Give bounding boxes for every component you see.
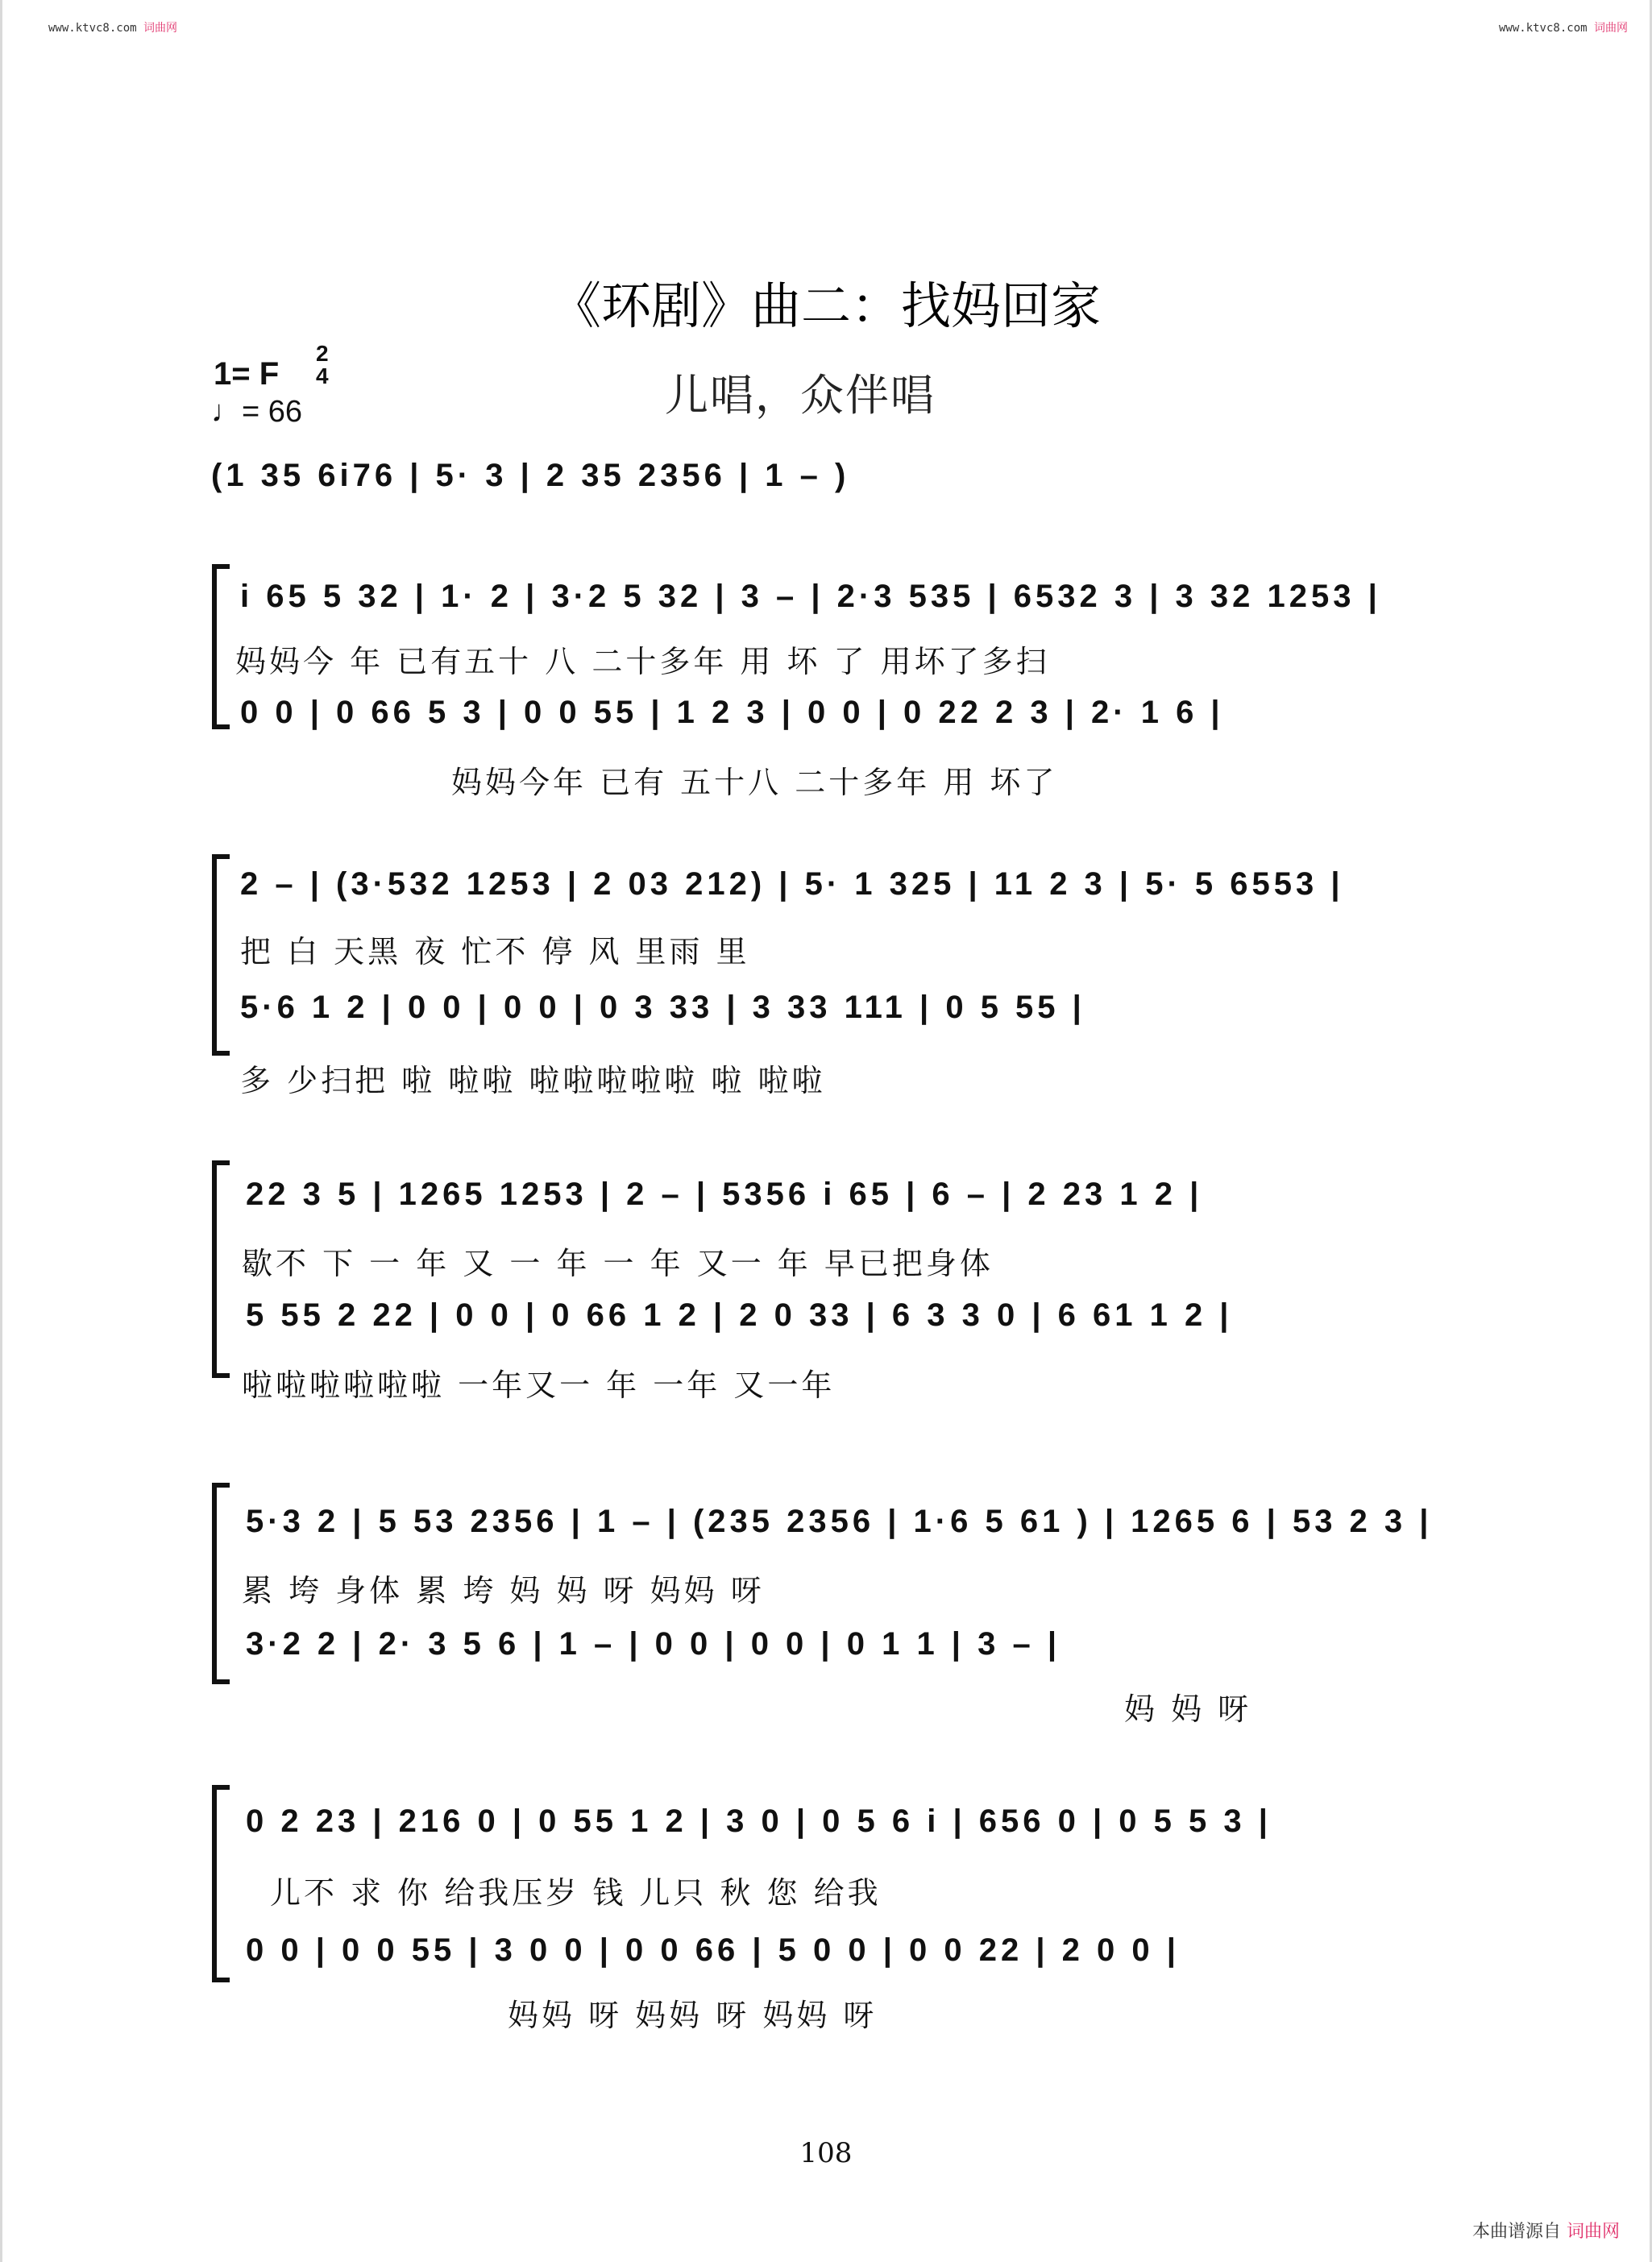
tempo-marking: ♩= 66 — [211, 395, 303, 429]
system-2-brace-top — [212, 854, 230, 859]
system-5-upper-notes: 0 2 23 | 216 0 | 0 55 1 2 | 3 0 | 0 5 6 i | 656 0 | 0 5 5 3 | — [246, 1803, 1272, 1839]
system-1-lower-notes: 0 0 | 0 66 5 3 | 0 0 55 | 1 2 3 | 0 0 | 0 22 2 3 | 2· 1 6 | — [240, 695, 1224, 730]
system-4-brace-bottom — [212, 1679, 230, 1684]
time-sig-bottom: 4 — [316, 363, 329, 388]
system-2-brace-bottom — [212, 1051, 230, 1056]
system-3-brace — [212, 1160, 217, 1378]
system-3-upper-lyrics: 歇不 下 一 年 又 一 年 一 年 又一 年 早已把身体 — [242, 1246, 994, 1281]
page-title: 《环剧》曲二：找妈回家 — [550, 276, 1101, 335]
system-2-upper-notes: 2 – | (3·532 1253 | 2 03 212) | 5· 1 325 | 11 2 3 | 5· 5 6553 | — [240, 866, 1344, 902]
system-5-brace-top — [212, 1785, 230, 1790]
system-5-lower-lyrics: 妈妈 呀 妈妈 呀 妈妈 呀 — [508, 1998, 878, 2033]
system-4-brace-top — [212, 1483, 230, 1488]
system-4-upper-notes: 5·3 2 | 5 53 2356 | 1 – | (235 2356 | 1·6 5 61 ) | 1265 6 | 53 2 3 | — [246, 1504, 1433, 1539]
system-2-lower-lyrics: 多 少扫把 啦 啦啦 啦啦啦啦啦 啦 啦啦 — [240, 1063, 826, 1098]
system-1-brace-bottom — [212, 724, 230, 729]
system-1-brace-top — [212, 564, 230, 569]
system-1-upper-notes: i 65 5 32 | 1· 2 | 3·2 5 32 | 3 – | 2·3 535 | 6532 3 | 3 32 1253 | — [240, 579, 1381, 614]
key-signature: 1= F — [214, 356, 280, 392]
system-3-brace-top — [212, 1160, 230, 1165]
footer-brand-link[interactable]: 词曲网 — [1566, 2222, 1620, 2242]
system-5-brace-bottom — [212, 1978, 230, 1982]
time-signature — [316, 342, 329, 388]
system-3-lower-lyrics: 啦啦啦啦啦啦 一年又一 年 一年 又一年 — [242, 1368, 836, 1403]
system-4-lower-lyrics: 妈 妈 呀 — [1124, 1691, 1252, 1727]
time-sig-top: 2 — [316, 341, 329, 366]
system-4-upper-lyrics: 累 垮 身体 累 垮 妈 妈 呀 妈妈 呀 — [242, 1573, 765, 1608]
page-number: 108 — [799, 2137, 853, 2169]
subtitle: 儿唱，众伴唱 — [665, 370, 936, 421]
header-left — [48, 19, 177, 35]
header-right — [1499, 19, 1628, 35]
system-5-brace — [212, 1785, 217, 1982]
footer-source — [1472, 2218, 1620, 2243]
system-4-lower-notes: 3·2 2 | 2· 3 5 6 | 1 – | 0 0 | 0 0 | 0 1 1 | 3 – | — [246, 1626, 1061, 1662]
header-left-brand: 词曲网 — [143, 22, 178, 35]
system-3-lower-notes: 5 55 2 22 | 0 0 | 0 66 1 2 | 2 0 33 | 6 3 3 0 | 6 61 1 2 | — [246, 1297, 1233, 1333]
system-3-upper-notes: 22 3 5 | 1265 1253 | 2 – | 5356 i 65 | 6 – | 2 23 1 2 | — [246, 1177, 1203, 1212]
system-1-lower-lyrics: 妈妈今年 已有 五十八 二十多年 用 坏了 — [451, 765, 1058, 800]
header-right-url: www.ktvc8.com — [1498, 22, 1588, 35]
header-left-url: www.ktvc8.com — [48, 22, 137, 35]
header-right-brand: 词曲网 — [1594, 22, 1628, 35]
system-2-lower-notes: 5·6 1 2 | 0 0 | 0 0 | 0 3 33 | 3 33 111 | 0 5 55 | — [240, 990, 1085, 1025]
system-3-brace-bottom — [212, 1373, 230, 1378]
intro-notes: (1 35 6i76 | 5· 3 | 2 35 2356 | 1 – ) — [211, 458, 850, 493]
system-2-upper-lyrics: 把 白 天黑 夜 忙不 停 风 里雨 里 — [240, 934, 750, 969]
left-page-edge — [0, 0, 2, 2262]
system-1-brace — [212, 564, 217, 729]
system-5-lower-notes: 0 0 | 0 0 55 | 3 0 0 | 0 0 66 | 5 0 0 | 0 0 22 | 2 0 0 | — [246, 1932, 1180, 1968]
system-5-upper-lyrics: 儿不 求 你 给我压岁 钱 儿只 秋 您 给我 — [270, 1875, 882, 1911]
system-1-upper-lyrics: 妈妈今 年 已有五十 八 二十多年 用 坏 了 用坏了多扫 — [235, 644, 1050, 679]
footer-text: 本曲谱源自 — [1471, 2222, 1561, 2242]
system-2-brace — [212, 854, 217, 1056]
system-4-brace — [212, 1483, 217, 1684]
